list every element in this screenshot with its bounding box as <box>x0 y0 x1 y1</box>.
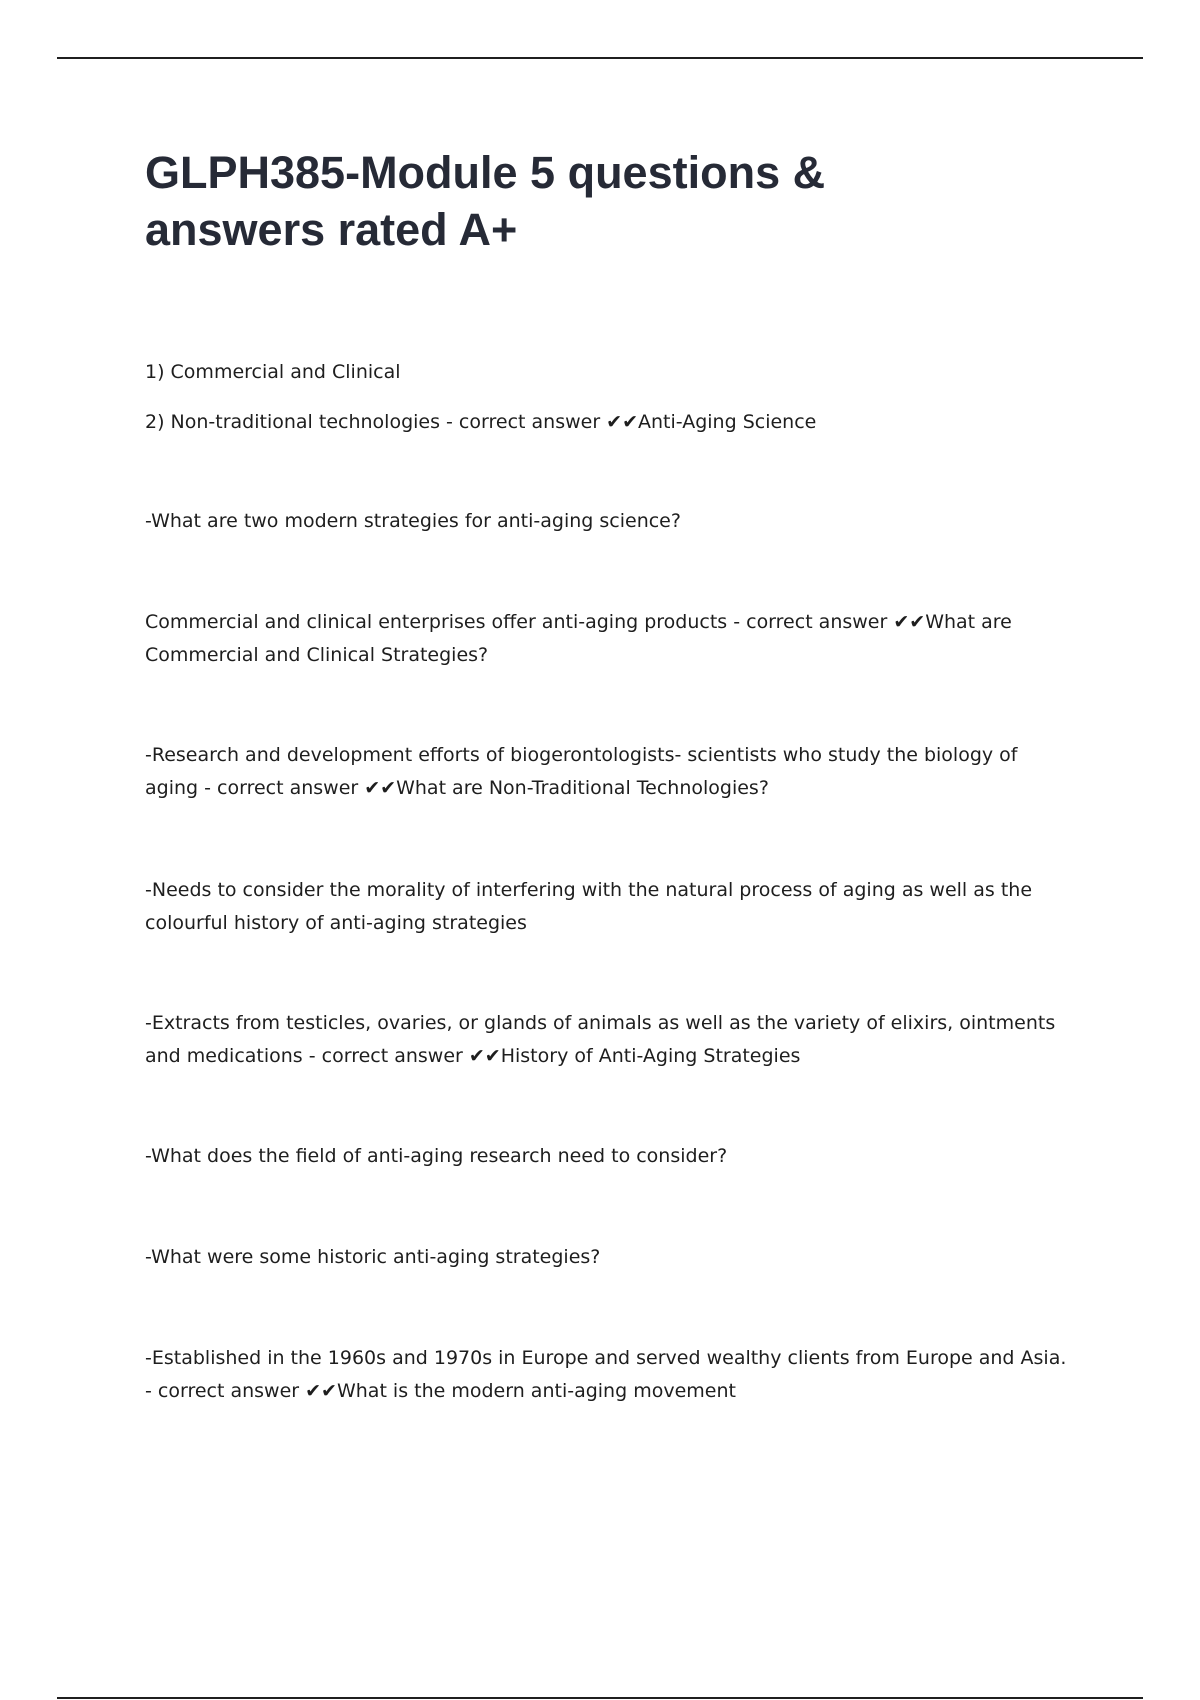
paragraph-line: aging - correct answer ✔✔What are Non-Traditional Technologies? <box>145 777 769 799</box>
paragraph-line: - correct answer ✔✔What is the modern anti-aging movement <box>145 1380 736 1402</box>
document-title <box>145 144 1045 258</box>
paragraph-line: -Needs to consider the morality of interfering with the natural process of aging as well as the <box>145 879 1033 901</box>
paragraph-line: -What were some historic anti-aging strategies? <box>145 1246 601 1268</box>
paragraph-line: -What does the field of anti-aging research need to consider? <box>145 1145 728 1167</box>
paragraph-line: colourful history of anti-aging strategies <box>145 912 527 934</box>
paragraph-line: Commercial and clinical enterprises offer anti-aging products - correct answer ✔✔What are <box>145 611 1012 633</box>
paragraph-line: -Research and development efforts of biogerontologists- scientists who study the biology of <box>145 744 1018 766</box>
top-rule <box>57 57 1143 59</box>
paragraph-line: -Established in the 1960s and 1970s in Europe and served wealthy clients from Europe and Asia. <box>145 1347 1067 1369</box>
paragraph-6 <box>145 874 1095 940</box>
paragraph-1 <box>145 356 1095 389</box>
paragraph-3 <box>145 505 1095 538</box>
paragraph-line: -Extracts from testicles, ovaries, or glands of animals as well as the variety of elixirs, ointments <box>145 1012 1056 1034</box>
paragraph-8 <box>145 1140 1095 1173</box>
paragraph-5 <box>145 739 1095 805</box>
paragraph-7 <box>145 1007 1095 1073</box>
paragraph-line: 2) Non-traditional technologies - correct answer ✔✔Anti-Aging Science <box>145 411 817 433</box>
title-line-1: GLPH385-Module 5 questions & <box>145 147 826 198</box>
title-line-2: answers rated A+ <box>145 204 518 255</box>
paragraph-line: -What are two modern strategies for anti-aging science? <box>145 510 681 532</box>
paragraph-line: Commercial and Clinical Strategies? <box>145 644 489 666</box>
paragraph-10 <box>145 1342 1095 1408</box>
paragraph-4 <box>145 606 1095 672</box>
paragraph-2 <box>145 406 1095 439</box>
paragraph-line: 1) Commercial and Clinical <box>145 361 401 383</box>
paragraph-line: and medications - correct answer ✔✔History of Anti-Aging Strategies <box>145 1045 801 1067</box>
paragraph-9 <box>145 1241 1095 1274</box>
bottom-rule <box>57 1697 1143 1699</box>
